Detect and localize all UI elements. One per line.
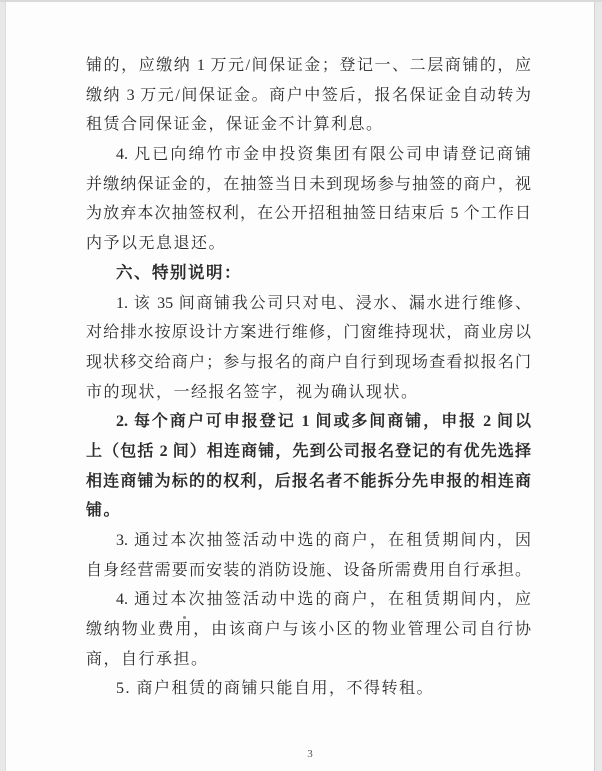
para-item-4-registration <box>86 140 531 259</box>
para-note-4-property-fees <box>86 585 531 674</box>
text-line: 1. 该 35 间商铺我公司只对电、浸水、漏水进行维修、 <box>116 294 531 312</box>
text-line: 内予以无息退还。 <box>86 235 227 253</box>
text-line: 并缴纳保证金的，在抽签当日未到现场参与抽签的商户，视 <box>86 175 531 193</box>
text-line: 六、特别说明： <box>116 263 242 282</box>
document-page <box>5 2 595 771</box>
text-line: 铺。 <box>86 502 122 520</box>
text-line: 4. 凡已向绵竹市金申投资集团有限公司申请登记商铺 <box>116 146 531 164</box>
text-line: 2. 每个商户可申报登记 1 间或多间商铺，申报 2 间以 <box>116 413 531 431</box>
text-line: 缴纳物业费用，由该商户与该小区的物业管理公司自行协 <box>86 621 531 639</box>
text-line: 对给排水按原设计方案进行维修，门窗维持现状，商业房以 <box>86 324 531 342</box>
para-deposit-continued <box>86 51 531 140</box>
text-line: 缴纳 3 万元/间保证金。商户中签后，报名保证金自动转为 <box>86 86 531 104</box>
text-line: 商，自行承担。 <box>86 650 209 668</box>
scan-speckle <box>183 616 186 619</box>
para-note-2-multiple-shops <box>86 407 531 526</box>
text-line: 租赁合同保证金，保证金不计算利息。 <box>86 116 384 134</box>
para-note-1-repairs <box>86 289 531 408</box>
text-line: 为放弃本次抽签权利，在公开招租抽签日结束后 5 个工作日 <box>86 205 531 223</box>
section-heading-special-notes <box>86 259 531 289</box>
page-number: 3 <box>307 748 313 760</box>
text-line: 现状移交给商户；参与报名的商户自行到现场查看拟报名门 <box>86 353 531 371</box>
text-line: 4. 通过本次抽签活动中选的商户，在租赁期间内，应 <box>116 591 531 609</box>
text-line: 5. 商户租赁的商铺只能自用，不得转租。 <box>116 680 435 698</box>
document-body <box>86 51 531 704</box>
text-line: 相连商铺为标的的权利，后报名者不能拆分先申报的相连商 <box>86 472 531 490</box>
text-line: 市的现状，一经报名签字，视为确认现状。 <box>86 383 419 401</box>
para-note-5-no-sublease <box>86 674 531 704</box>
text-line: 3. 通过本次抽签活动中选的商户，在租赁期间内，因 <box>116 532 531 549</box>
text-line: 铺的，应缴纳 1 万元/间保证金；登记一、二层商铺的，应 <box>86 57 531 74</box>
text-line: 上（包括 2 间）相连商铺，先到公司报名登记的有优先选择 <box>86 442 531 460</box>
text-line: 自身经营需要而安装的消防设施、设备所需费用自行承担。 <box>86 561 531 579</box>
para-note-3-fire-equipment <box>86 526 531 585</box>
